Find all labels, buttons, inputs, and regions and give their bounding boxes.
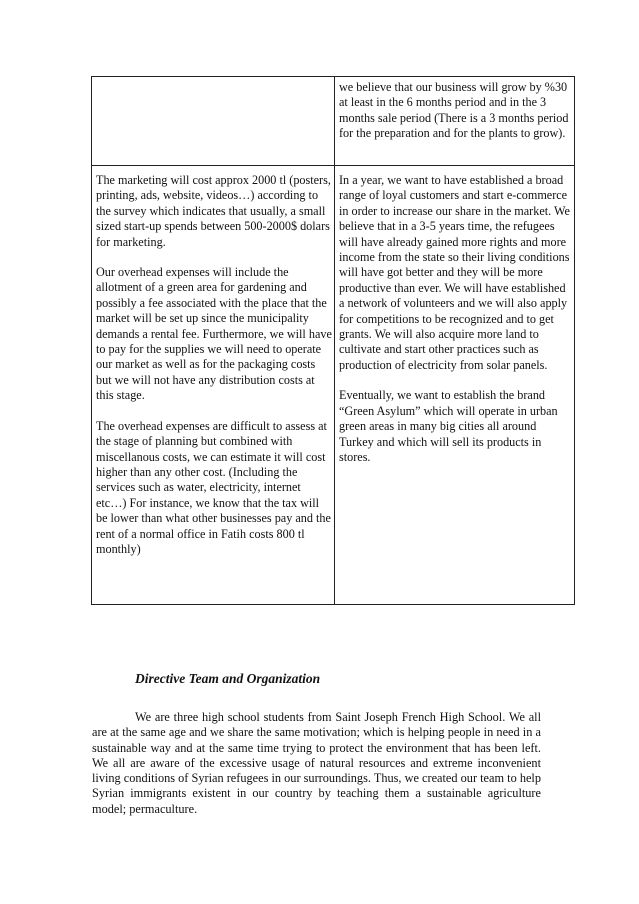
costs-cell <box>96 173 332 557</box>
future-goals-cell <box>339 173 572 465</box>
section-heading: Directive Team and Organization <box>135 671 321 686</box>
growth-expectation-cell <box>339 80 572 142</box>
overhead-expenses-paragraph: Our overhead expenses will include the allotment of a green area for gardening and possibly a fee associated with the place that the market will be set up since the municipality demands a rental fee. Furthermore, we will have to pay for the supplies we will need to operate our market as well as for the packaging costs but we will not have any distribution costs at this stage. <box>96 265 332 403</box>
growth-expectation-text: we believe that our business will grow by %30 at least in the 6 months period and in the 3 months sale period (There is a 3 months period for the preparation and for the plants to grow). <box>339 80 569 141</box>
business-plan-table <box>91 76 575 605</box>
marketing-cost-paragraph: The marketing will cost approx 2000 tl (posters, printing, ads, website, videos…) according to the survey which indicates that usually, a small sized start-up spends between 500-2000$ dolars for marketing. <box>96 173 331 249</box>
section-body-paragraph: We are three high school students from Saint Joseph French High School. We all are at the same age and we share the same motivation; which is helping people in need in a sustainable way and at the same time trying to protect the environment that has been left. We all are aware of the excessive usage of natural resources and extreme inconvenient living conditions of Syrian refugees in our surroundings. Thus, we created our team to help Syrian immigrants existent in our country by teaching them a sustainable agriculture model; permaculture. <box>92 710 541 816</box>
future-goals-paragraph: In a year, we want to have established a broad range of loyal customers and start e-commerce in order to increase our share in the market. We believe that in a 3-5 years time, the refugees will have already gained more rights and more income from the state so their living conditions will have got better and they will be more productive than ever. We will have established a network of volunteers and we will also apply for competitions to be recognized and to get grants. We will also acquire more land to cultivate and start other practices such as production of electricity from solar panels. <box>339 173 570 372</box>
overhead-assessment-paragraph: The overhead expenses are difficult to assess at the stage of planning but combined with miscellanous costs, we can estimate it will cost higher than any other cost. (Including the services such as water, electricity, internet etc…) For instance, we know that the tax will be lower than what other businesses pay and the rent of a normal office in Fatih costs 800 tl monthly) <box>96 418 331 556</box>
brand-goal-paragraph: Eventually, we want to establish the brand “Green Asylum” which will operate in urban green areas in many big cities all around Turkey and which will sell its products in stores. <box>339 388 558 464</box>
column-divider <box>334 77 335 604</box>
